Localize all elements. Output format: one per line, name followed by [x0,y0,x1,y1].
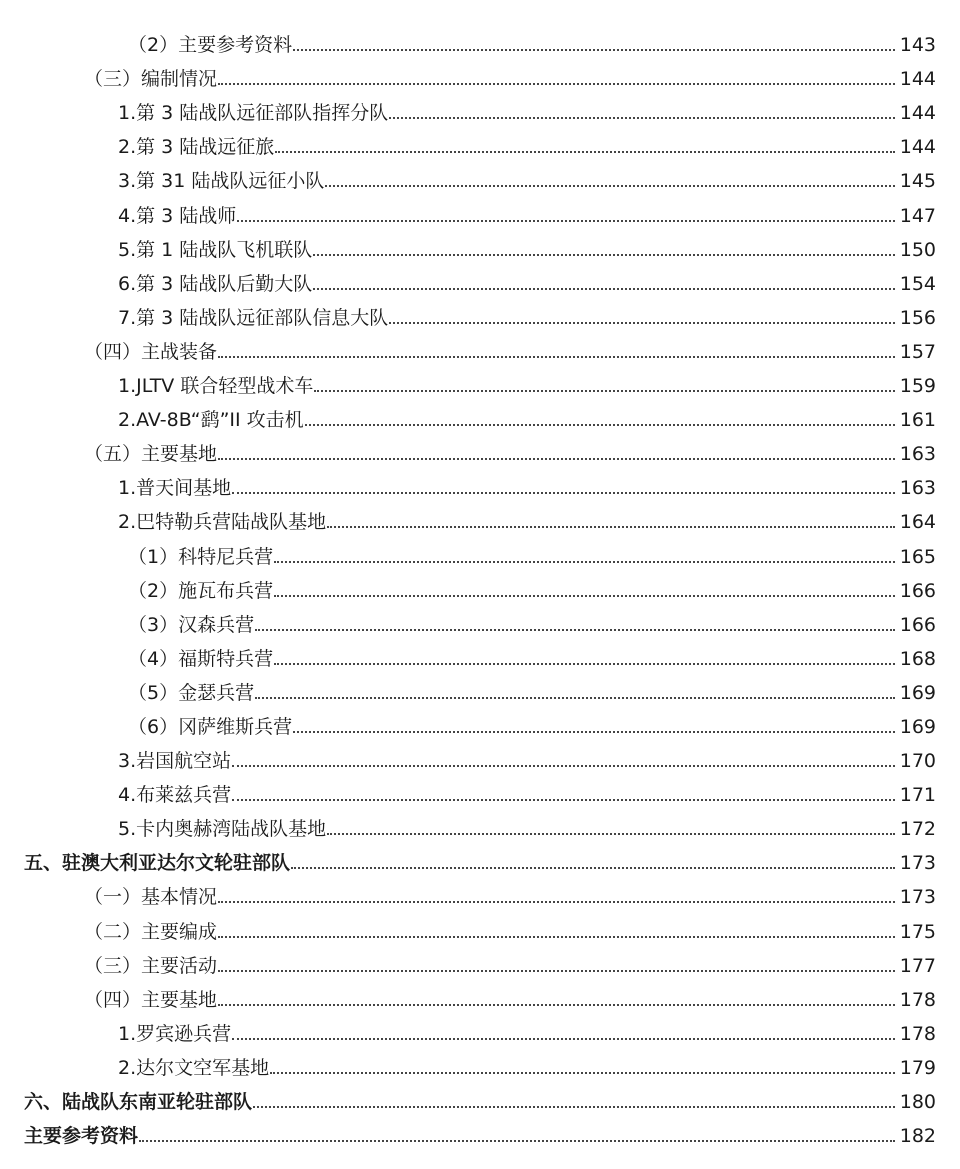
toc-entry-title: 1.第 3 陆战队远征部队指挥分队 [118,102,389,125]
toc-entry-title: 7.第 3 陆战队远征部队信息大队 [118,306,389,329]
dot-leader [274,595,895,597]
dot-leader [218,1004,895,1006]
toc-entry-page-number: 182 [899,1125,936,1148]
toc-entry-page-number: 154 [899,272,936,295]
toc-entry-title: （五）主要基地 [84,443,218,466]
toc-entry[interactable] [0,365,960,399]
toc-entry-title: 主要参考资料 [24,1125,139,1148]
toc-entry[interactable] [0,910,960,944]
toc-entry-title: 1.罗宾逊兵营 [118,1022,232,1045]
dot-leader [389,322,895,324]
toc-entry-title: （1）科特尼兵营 [128,545,274,568]
dot-leader [274,561,895,563]
toc-entry[interactable] [0,1081,960,1115]
toc-entry[interactable] [0,501,960,535]
dot-leader [274,663,895,665]
toc-entry-page-number: 170 [899,750,936,773]
toc-entry-page-number: 169 [899,715,936,738]
toc-entry-title: （5）金瑟兵营 [128,681,255,704]
toc-entry[interactable] [0,774,960,808]
toc-entry-page-number: 171 [899,784,936,807]
toc-entry-title: （三）主要活动 [84,954,218,977]
dot-leader [237,220,895,222]
dot-leader [139,1140,895,1142]
toc-entry[interactable] [0,945,960,979]
toc-entry-page-number: 143 [899,34,936,57]
dot-leader [218,83,895,85]
toc-entry[interactable] [0,467,960,501]
toc-entry[interactable] [0,263,960,297]
dot-leader [327,833,895,835]
toc-entry-page-number: 144 [899,136,936,159]
toc-entry[interactable] [0,126,960,160]
toc-entry-title: 六、陆战队东南亚轮驻部队 [24,1091,253,1113]
dot-leader [327,526,895,528]
dot-leader [232,1038,895,1040]
toc-entry-title: 3.岩国航空站 [118,750,232,773]
toc-entry[interactable] [0,24,960,58]
dot-leader [218,936,895,938]
toc-entry[interactable] [0,604,960,638]
toc-entry-title: 2.第 3 陆战远征旅 [118,136,275,159]
toc-entry-page-number: 173 [899,886,936,909]
toc-entry-page-number: 145 [899,170,936,193]
toc-entry-title: 5.卡内奥赫湾陆战队基地 [118,818,327,841]
dot-leader [232,765,895,767]
dot-leader [218,901,895,903]
toc-entry-page-number: 179 [899,1056,936,1079]
toc-entry[interactable] [0,1115,960,1149]
toc-entry[interactable] [0,194,960,228]
toc-entry[interactable] [0,672,960,706]
dot-leader [232,492,895,494]
dot-leader [218,458,895,460]
toc-entry-page-number: 173 [899,852,936,875]
dot-leader [232,799,895,801]
toc-entry-title: 3.第 31 陆战队远征小队 [118,170,325,193]
dot-leader [255,697,895,699]
toc-entry[interactable] [0,979,960,1013]
toc-entry[interactable] [0,297,960,331]
toc-entry[interactable] [0,58,960,92]
toc-entry-page-number: 147 [899,204,936,227]
toc-entry-page-number: 157 [899,340,936,363]
toc-entry[interactable] [0,160,960,194]
dot-leader [314,390,895,392]
toc-entry-title: （2）主要参考资料 [128,34,293,57]
toc-entry-title: （三）编制情况 [84,68,218,91]
toc-entry[interactable] [0,740,960,774]
dot-leader [293,731,895,733]
toc-entry[interactable] [0,842,960,876]
toc-entry-page-number: 156 [899,306,936,329]
toc-entry-title: 5.第 1 陆战队飞机联队 [118,238,313,261]
toc-entry[interactable] [0,399,960,433]
dot-leader [218,970,895,972]
toc-entry-page-number: 180 [899,1091,936,1113]
toc-entry-page-number: 163 [899,443,936,466]
toc-entry[interactable] [0,229,960,263]
toc-entry-title: 2.AV-8B“鹞”II 攻击机 [118,409,304,432]
toc-entry-title: （二）主要编成 [84,920,218,943]
toc-entry-page-number: 150 [899,238,936,261]
toc-entry-title: （一）基本情况 [84,886,218,909]
dot-leader [305,424,895,426]
toc-entry-title: 6.第 3 陆战队后勤大队 [118,272,313,295]
dot-leader [270,1072,895,1074]
toc-entry-page-number: 166 [899,579,936,602]
toc-entry-page-number: 161 [899,409,936,432]
toc-entry-title: 2.达尔文空军基地 [118,1056,270,1079]
toc-entry-page-number: 159 [899,375,936,398]
toc-entry[interactable] [0,808,960,842]
toc-entry-title: 2.巴特勒兵营陆战队基地 [118,511,327,534]
toc-entry-page-number: 178 [899,1022,936,1045]
toc-entry-title: （6）冈萨维斯兵营 [128,715,293,738]
toc-entry[interactable] [0,535,960,569]
toc-entry-page-number: 144 [899,102,936,125]
dot-leader [218,356,895,358]
toc-entry-page-number: 168 [899,647,936,670]
toc-entry-page-number: 177 [899,954,936,977]
toc-entry-page-number: 165 [899,545,936,568]
toc-entry[interactable] [0,638,960,672]
toc-entry-title: 1.JLTV 联合轻型战术车 [118,375,314,398]
dot-leader [253,1106,895,1108]
toc-entry-title: （四）主战装备 [84,340,218,363]
dot-leader [275,151,895,153]
toc-entry-title: 1.普天间基地 [118,477,232,500]
dot-leader [389,117,895,119]
dot-leader [293,49,895,51]
dot-leader [313,254,895,256]
toc-entry-title: 4.布莱兹兵营 [118,784,232,807]
toc-entry-page-number: 163 [899,477,936,500]
toc-entry-title: 五、驻澳大利亚达尔文轮驻部队 [24,852,291,875]
toc-entry-title: （四）主要基地 [84,988,218,1011]
toc-entry-page-number: 178 [899,988,936,1011]
toc-entry-page-number: 144 [899,68,936,91]
dot-leader [313,288,895,290]
toc-entry-page-number: 169 [899,681,936,704]
toc-entry-page-number: 172 [899,818,936,841]
toc-entry[interactable] [0,433,960,467]
toc-entry-title: （3）汉森兵营 [128,613,255,636]
toc-entry[interactable] [0,1013,960,1047]
toc-entry[interactable] [0,706,960,740]
toc-entry-page-number: 175 [899,920,936,943]
toc-entry[interactable] [0,570,960,604]
toc-entry-title: （4）福斯特兵营 [128,647,274,670]
dot-leader [255,629,895,631]
dot-leader [291,867,895,869]
toc-entry[interactable] [0,1047,960,1081]
toc-entry-title: 4.第 3 陆战师 [118,204,237,227]
toc-entry[interactable] [0,331,960,365]
toc-entry[interactable] [0,876,960,910]
toc-entry[interactable] [0,92,960,126]
toc-entry-page-number: 164 [899,511,936,534]
dot-leader [325,185,895,187]
toc-entry-title: （2）施瓦布兵营 [128,579,274,602]
toc-entry-page-number: 166 [899,613,936,636]
